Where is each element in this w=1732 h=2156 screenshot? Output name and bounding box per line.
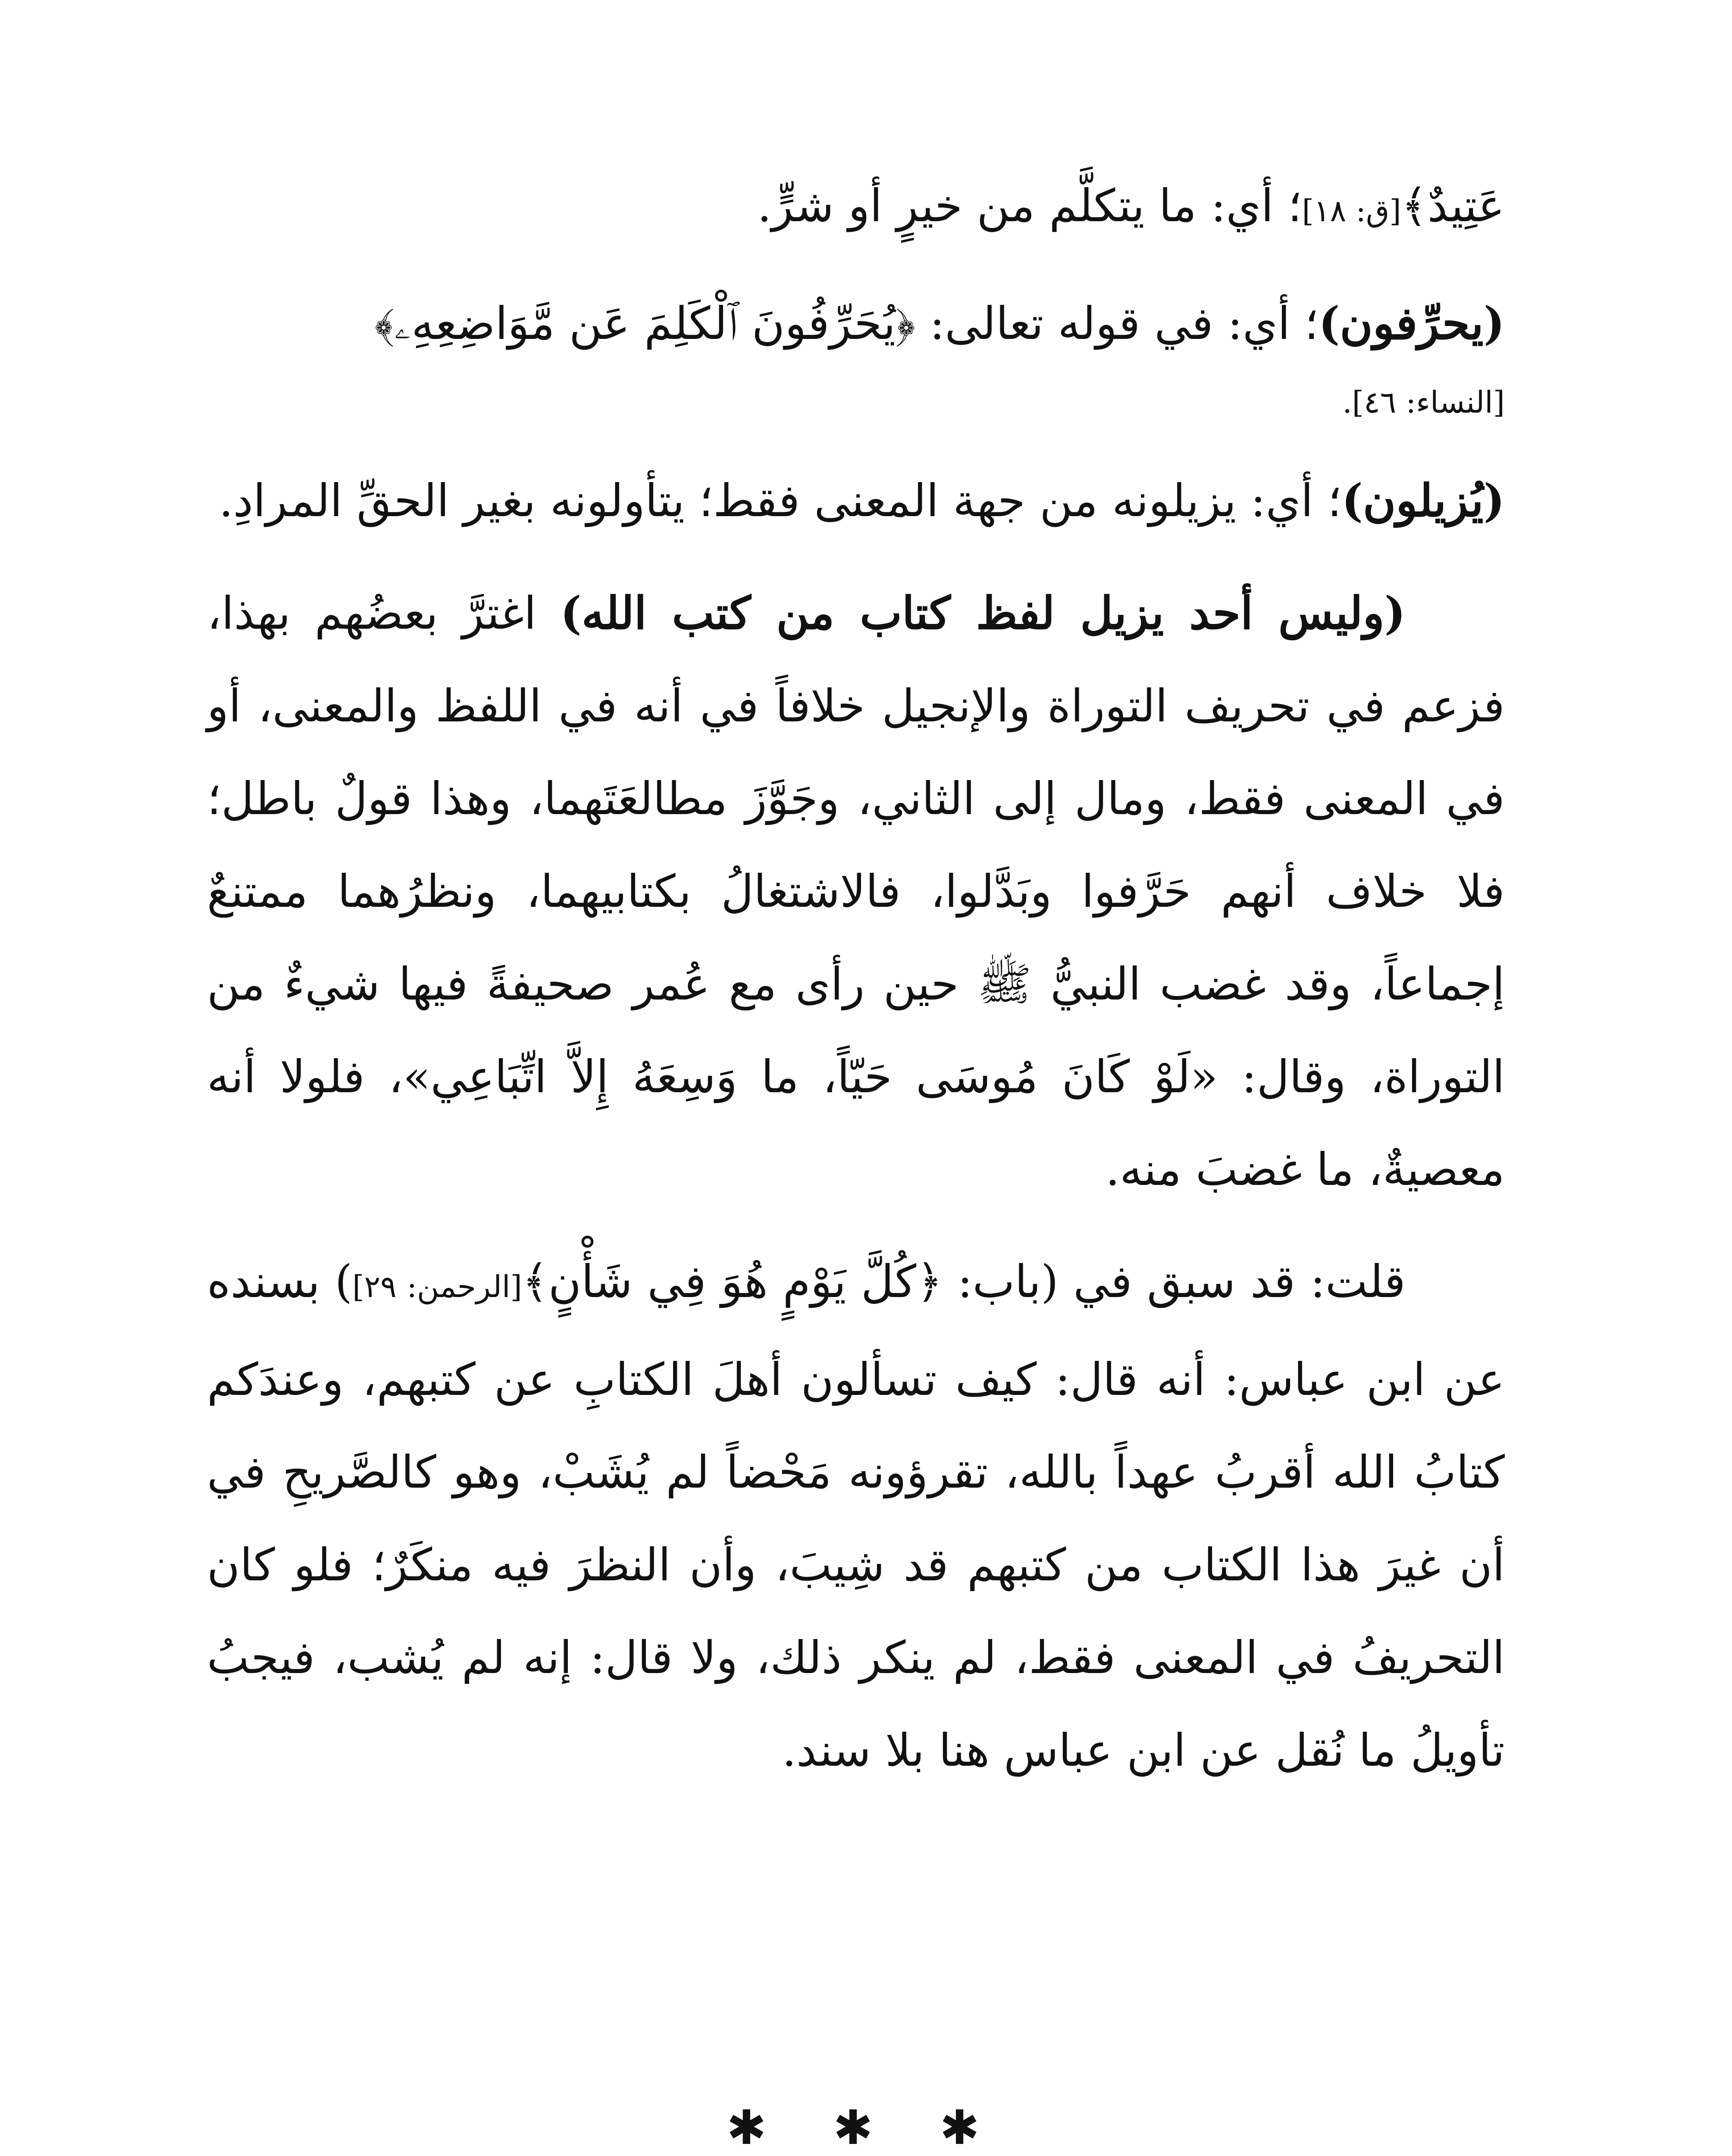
- verse-reference: [ق: ١٨]: [1302, 193, 1401, 229]
- paragraph-quran-tail: [207, 160, 1505, 257]
- verse-reference: [الرحمن: ٢٩]: [352, 1269, 522, 1304]
- paragraph-text: ؛ أي: في قوله تعالى: ﴿يُحَرِّفُونَ ٱلْكَلِمَ عَن مَّوَاضِعِهِۦ﴾: [374, 297, 1319, 350]
- quran-verse-fragment: عَتِيدٌ﴾: [1401, 179, 1505, 232]
- paragraph-author-note: [207, 1235, 1505, 1797]
- paragraph-text: ؛ أي: يزيلونه من جهة المعنى فقط؛ يتأولونه بغير الحقِّ المرادِ.: [219, 474, 1342, 527]
- paragraph-text: ) بسنده عن ابن عباس: أنه قال: كيف تسألون أهلَ الكتابِ عن كتبهم، وعندَكم كتابُ الله أقربُ عهداً بالله، تقرؤونه مَحْضاً لم يُشَبْ، وهو كالصَّريحِ في أن غيرَ هذا الكتاب من كتبهم قد شِيبَ، وأن النظرَ فيه منكَرٌ؛ فلو كان التحريفُ في المعنى فقط، لم ينكر ذلك، ولا قال: إنه لم يُشب، فيجبُ تأويلُ ما نُقل عن ابن عباس هنا بلا سند.: [207, 1255, 1505, 1777]
- paragraph-text: اغترَّ بعضُهم بهذا، فزعم في تحريف التوراة والإنجيل خلافاً في أنه في اللفظ والمعنى، أو في المعنى فقط، ومال إلى الثاني، وجَوَّزَ مطالعَتَهما، وهذا قولٌ باطل؛ فلا خلاف أنهم حَرَّفوا وبَدَّلوا، فالاشتغالُ بكتابيهما، ونظرُهما ممتنعٌ إجماعاً، وقد غضب النبيُّ ﷺ حين رأى مع عُمر صحيفةً فيها شيءٌ من التوراة، وقال: «لَوْ كَانَ مُوسَى حَيّاً، ما وَسِعَهُ إِلاَّ اتِّبَاعِي»، فلولا أنه معصيةٌ، ما غضبَ منه.: [207, 587, 1505, 1196]
- bold-term: (وليس أحد يزيل لفظ كتاب من كتب الله): [560, 586, 1406, 639]
- bold-term: (يُزيلون): [1341, 474, 1505, 527]
- paragraph-lead: قلت: قد سبق في (باب: ﴿كُلَّ يَوْمٍ هُوَ فِي شَأْنٍ﴾: [522, 1255, 1406, 1308]
- paragraph-commentary: [207, 567, 1505, 1216]
- paragraph-yuharrifun: [207, 277, 1505, 370]
- page-body: [207, 160, 1505, 1797]
- section-separator: ✱ ✱ ✱: [727, 2100, 1005, 2155]
- paragraph-yuzilun: [207, 454, 1505, 547]
- verse-reference-line: [النساء: ٤٦].: [1342, 385, 1505, 420]
- bold-term: (يحرِّفون): [1319, 297, 1505, 350]
- paragraph-text: ؛ أي: ما يتكلَّم من خيرٍ أو شرٍّ.: [757, 179, 1302, 232]
